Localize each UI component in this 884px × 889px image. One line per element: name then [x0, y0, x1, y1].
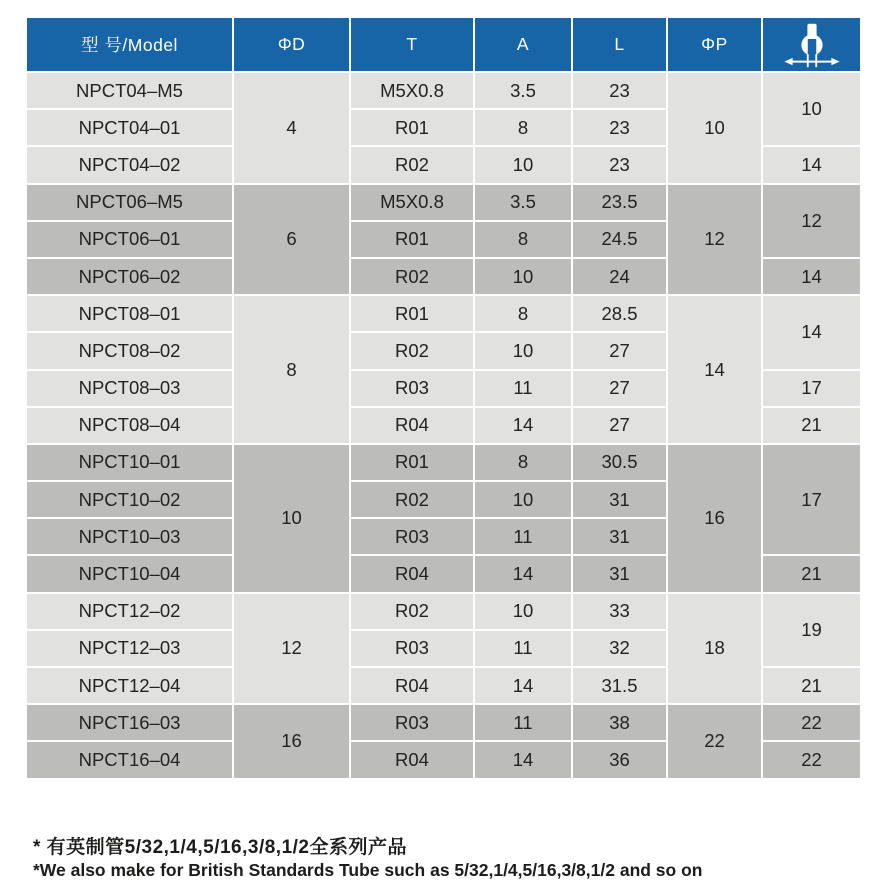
- spec-table-body: [26, 72, 861, 779]
- cell-wrench-size: 10: [762, 72, 861, 146]
- cell-model: NPCT06–M5: [26, 184, 233, 221]
- cell-l: 31: [572, 481, 667, 518]
- cell-a: 11: [474, 370, 572, 407]
- cell-a: 11: [474, 518, 572, 555]
- cell-l: 31.5: [572, 667, 667, 704]
- cell-diameter-d: 4: [233, 72, 350, 184]
- cell-thread: R03: [350, 370, 474, 407]
- cell-thread: R04: [350, 741, 474, 778]
- cell-a: 11: [474, 630, 572, 667]
- header-diameter-p: ΦP: [667, 17, 762, 72]
- cell-model: NPCT08–01: [26, 295, 233, 332]
- cell-a: 10: [474, 332, 572, 369]
- wrench-width-icon: [782, 21, 842, 69]
- table-row: [26, 704, 861, 741]
- cell-thread: R01: [350, 109, 474, 146]
- cell-a: 10: [474, 593, 572, 630]
- header-wrench-size: [762, 17, 861, 72]
- cell-thread: R02: [350, 593, 474, 630]
- cell-l: 23.5: [572, 184, 667, 221]
- cell-a: 8: [474, 295, 572, 332]
- cell-diameter-p: 18: [667, 593, 762, 705]
- cell-diameter-p: 22: [667, 704, 762, 778]
- cell-thread: R03: [350, 704, 474, 741]
- cell-model: NPCT10–04: [26, 555, 233, 592]
- cell-thread: R01: [350, 444, 474, 481]
- cell-wrench-size: 17: [762, 444, 861, 556]
- cell-wrench-size: 14: [762, 258, 861, 295]
- cell-model: NPCT06–02: [26, 258, 233, 295]
- cell-a: 14: [474, 555, 572, 592]
- cell-wrench-size: 22: [762, 704, 861, 741]
- cell-thread: R04: [350, 667, 474, 704]
- cell-model: NPCT12–02: [26, 593, 233, 630]
- header-l: L: [572, 17, 667, 72]
- cell-a: 14: [474, 667, 572, 704]
- cell-l: 27: [572, 332, 667, 369]
- table-row: [26, 184, 861, 221]
- footnote-english: *We also make for British Standards Tube such as 5/32,1/4,5/16,3/8,1/2 and so on: [33, 859, 703, 880]
- cell-l: 36: [572, 741, 667, 778]
- cell-a: 10: [474, 481, 572, 518]
- cell-l: 27: [572, 407, 667, 444]
- cell-wrench-size: 21: [762, 407, 861, 444]
- cell-thread: R03: [350, 630, 474, 667]
- cell-diameter-d: 6: [233, 184, 350, 296]
- cell-l: 30.5: [572, 444, 667, 481]
- cell-a: 3.5: [474, 184, 572, 221]
- header-a: A: [474, 17, 572, 72]
- cell-a: 11: [474, 704, 572, 741]
- cell-diameter-p: 14: [667, 295, 762, 444]
- header-row: [26, 17, 861, 72]
- cell-l: 28.5: [572, 295, 667, 332]
- cell-diameter-p: 16: [667, 444, 762, 593]
- table-row: [26, 295, 861, 332]
- cell-diameter-d: 8: [233, 295, 350, 444]
- cell-thread: R02: [350, 481, 474, 518]
- header-thread: T: [350, 17, 474, 72]
- cell-model: NPCT04–02: [26, 146, 233, 183]
- cell-l: 23: [572, 109, 667, 146]
- cell-model: NPCT04–01: [26, 109, 233, 146]
- cell-wrench-size: 19: [762, 593, 861, 667]
- cell-diameter-d: 16: [233, 704, 350, 778]
- cell-a: 14: [474, 741, 572, 778]
- table-row: [26, 72, 861, 109]
- cell-wrench-size: 17: [762, 370, 861, 407]
- cell-model: NPCT12–03: [26, 630, 233, 667]
- cell-thread: R02: [350, 146, 474, 183]
- cell-wrench-size: 14: [762, 146, 861, 183]
- cell-l: 32: [572, 630, 667, 667]
- cell-wrench-size: 22: [762, 741, 861, 778]
- cell-a: 10: [474, 258, 572, 295]
- cell-thread: R02: [350, 332, 474, 369]
- cell-diameter-d: 12: [233, 593, 350, 705]
- cell-thread: R01: [350, 221, 474, 258]
- cell-l: 24.5: [572, 221, 667, 258]
- footnote-chinese: * 有英制管5/32,1/4,5/16,3/8,1/2全系列产品: [33, 837, 407, 858]
- cell-wrench-size: 21: [762, 667, 861, 704]
- spec-table: [25, 16, 862, 780]
- cell-l: 38: [572, 704, 667, 741]
- cell-a: 8: [474, 221, 572, 258]
- cell-model: NPCT16–03: [26, 704, 233, 741]
- cell-l: 23: [572, 146, 667, 183]
- cell-l: 23: [572, 72, 667, 109]
- cell-wrench-size: 21: [762, 555, 861, 592]
- cell-diameter-d: 10: [233, 444, 350, 593]
- cell-model: NPCT06–01: [26, 221, 233, 258]
- cell-model: NPCT16–04: [26, 741, 233, 778]
- cell-model: NPCT04–M5: [26, 72, 233, 109]
- table-row: [26, 444, 861, 481]
- cell-wrench-size: 12: [762, 184, 861, 258]
- cell-l: 31: [572, 555, 667, 592]
- cell-a: 8: [474, 444, 572, 481]
- cell-model: NPCT10–01: [26, 444, 233, 481]
- cell-diameter-p: 10: [667, 72, 762, 184]
- cell-l: 33: [572, 593, 667, 630]
- header-diameter-d: ΦD: [233, 17, 350, 72]
- footnotes: [33, 836, 702, 882]
- table-row: [26, 593, 861, 630]
- cell-thread: M5X0.8: [350, 72, 474, 109]
- cell-model: NPCT10–03: [26, 518, 233, 555]
- cell-thread: M5X0.8: [350, 184, 474, 221]
- cell-l: 31: [572, 518, 667, 555]
- cell-wrench-size: 14: [762, 295, 861, 369]
- cell-thread: R02: [350, 258, 474, 295]
- cell-thread: R04: [350, 555, 474, 592]
- cell-thread: R01: [350, 295, 474, 332]
- spec-table-header: [26, 17, 861, 72]
- cell-model: NPCT08–03: [26, 370, 233, 407]
- cell-a: 10: [474, 146, 572, 183]
- cell-diameter-p: 12: [667, 184, 762, 296]
- cell-a: 3.5: [474, 72, 572, 109]
- cell-l: 24: [572, 258, 667, 295]
- cell-model: NPCT08–02: [26, 332, 233, 369]
- cell-model: NPCT12–04: [26, 667, 233, 704]
- cell-a: 14: [474, 407, 572, 444]
- cell-a: 8: [474, 109, 572, 146]
- cell-thread: R04: [350, 407, 474, 444]
- cell-model: NPCT10–02: [26, 481, 233, 518]
- cell-model: NPCT08–04: [26, 407, 233, 444]
- header-model: 型 号/Model: [26, 17, 233, 72]
- cell-thread: R03: [350, 518, 474, 555]
- cell-l: 27: [572, 370, 667, 407]
